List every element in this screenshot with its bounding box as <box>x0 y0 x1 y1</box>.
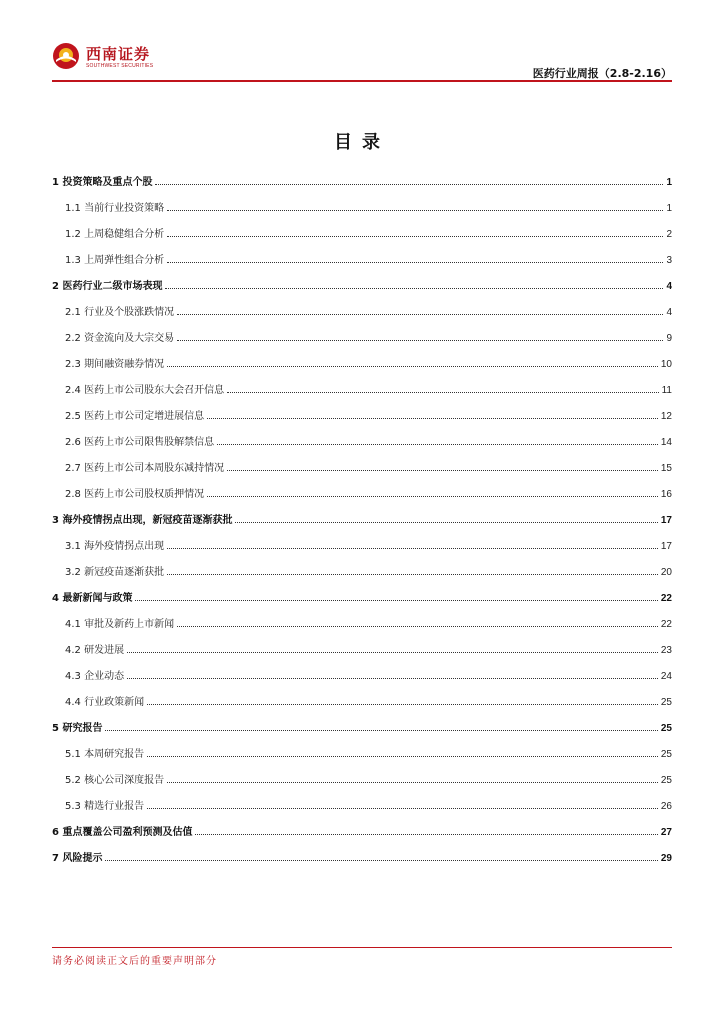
footer-divider <box>52 947 672 948</box>
toc-page-number: 11 <box>661 385 672 396</box>
toc-page-number: 14 <box>660 437 672 448</box>
toc-leader-dots <box>167 235 663 237</box>
southwest-securities-logo-icon <box>52 42 80 70</box>
report-title: 医药行业周报（2.8-2.16） <box>532 67 672 80</box>
toc-leader-dots <box>147 703 658 705</box>
toc-entry-level2[interactable] <box>52 664 672 682</box>
toc-entry-level1[interactable] <box>52 274 672 292</box>
toc-entry-level2[interactable] <box>52 482 672 500</box>
toc-entry-level1[interactable] <box>52 508 672 526</box>
toc-page-number: 17 <box>660 515 672 526</box>
toc-entry-level2[interactable] <box>52 430 672 448</box>
toc-entry-level2[interactable] <box>52 196 672 214</box>
toc-page-number: 17 <box>660 541 672 552</box>
toc-page-number: 24 <box>660 671 672 682</box>
toc-entry-text: 3 海外疫情拐点出现，新冠疫苗逐渐获批 <box>52 515 233 526</box>
toc-entry-level1[interactable] <box>52 586 672 604</box>
toc-entry-text: 5.1 本周研究报告 <box>65 749 145 760</box>
toc-entry-text: 2.7 医药上市公司本周股东减持情况 <box>65 463 225 474</box>
toc-entry-level2[interactable] <box>52 768 672 786</box>
header-divider <box>52 80 672 82</box>
toc-entry-level2[interactable] <box>52 378 672 396</box>
toc-entry-text: 4.2 研发进展 <box>65 645 125 656</box>
toc-leader-dots <box>177 313 663 315</box>
toc-leader-dots <box>167 573 658 575</box>
toc-leader-dots <box>195 833 657 835</box>
toc-page-number: 9 <box>666 333 672 344</box>
toc-entry-text: 2.2 资金流向及大宗交易 <box>65 333 175 344</box>
toc-leader-dots <box>105 729 657 731</box>
toc-leader-dots <box>167 781 658 783</box>
toc-entry-level2[interactable] <box>52 638 672 656</box>
toc-entry-text: 2.1 行业及个股涨跌情况 <box>65 307 175 318</box>
toc-page-number: 4 <box>666 307 672 318</box>
toc-entry-text: 4.4 行业政策新闻 <box>65 697 145 708</box>
toc-leader-dots <box>207 495 658 497</box>
toc-entry-text: 7 风险提示 <box>52 853 103 864</box>
toc-entry-text: 2.4 医药上市公司股东大会召开信息 <box>65 385 225 396</box>
toc-entry-level1[interactable] <box>52 820 672 838</box>
toc-entry-text: 5 研究报告 <box>52 723 103 734</box>
toc-page-number: 10 <box>660 359 672 370</box>
toc-page-number: 25 <box>660 775 672 786</box>
toc-entry-text: 4.3 企业动态 <box>65 671 125 682</box>
toc-page-number: 22 <box>660 593 672 604</box>
logo-text-en: SOUTHWEST SECURITIES <box>86 63 154 69</box>
toc-entry-text: 2.8 医药上市公司股权质押情况 <box>65 489 205 500</box>
toc-leader-dots <box>167 365 658 367</box>
toc-page-number: 22 <box>660 619 672 630</box>
toc-page-number: 20 <box>660 567 672 578</box>
toc-entry-text: 2.6 医药上市公司限售股解禁信息 <box>65 437 215 448</box>
toc-entry-level2[interactable] <box>52 560 672 578</box>
toc-entry-text: 1 投资策略及重点个股 <box>52 177 153 188</box>
toc-entry-text: 2.5 医药上市公司定增进展信息 <box>65 411 205 422</box>
toc-entry-text: 2 医药行业二级市场表现 <box>52 281 163 292</box>
page-header <box>52 42 672 82</box>
toc-page-number: 25 <box>660 697 672 708</box>
toc-entry-text: 5.3 精选行业报告 <box>65 801 145 812</box>
toc-entry-text: 3.2 新冠疫苗逐渐获批 <box>65 567 165 578</box>
toc-leader-dots <box>127 677 658 679</box>
toc-page-number: 1 <box>666 177 672 188</box>
toc-entry-level2[interactable] <box>52 248 672 266</box>
toc-leader-dots <box>227 469 658 471</box>
toc-entry-level2[interactable] <box>52 612 672 630</box>
toc-entry-text: 5.2 核心公司深度报告 <box>65 775 165 786</box>
toc-leader-dots <box>155 183 663 185</box>
toc-entry-text: 2.3 期间融资融券情况 <box>65 359 165 370</box>
toc-leader-dots <box>105 859 657 861</box>
toc-leader-dots <box>177 339 663 341</box>
toc-entry-text: 3.1 海外疫情拐点出现 <box>65 541 165 552</box>
toc-leader-dots <box>165 287 663 289</box>
toc-page-number: 27 <box>660 827 672 838</box>
toc-entry-level2[interactable] <box>52 352 672 370</box>
toc-leader-dots <box>127 651 658 653</box>
toc-leader-dots <box>167 261 663 263</box>
toc-entry-level2[interactable] <box>52 742 672 760</box>
toc-leader-dots <box>235 521 657 523</box>
toc-leader-dots <box>227 391 659 393</box>
toc-page-number: 2 <box>666 229 672 240</box>
toc-entry-level1[interactable] <box>52 716 672 734</box>
toc-entry-level2[interactable] <box>52 534 672 552</box>
toc-entry-level2[interactable] <box>52 404 672 422</box>
toc-leader-dots <box>147 807 658 809</box>
toc-entry-text: 4.1 审批及新药上市新闻 <box>65 619 175 630</box>
toc-leader-dots <box>207 417 658 419</box>
toc-entry-level2[interactable] <box>52 794 672 812</box>
toc-entry-level2[interactable] <box>52 222 672 240</box>
toc-page-number: 16 <box>660 489 672 500</box>
toc-leader-dots <box>135 599 657 601</box>
toc-entry-level2[interactable] <box>52 326 672 344</box>
toc-entry-text: 1.1 当前行业投资策略 <box>65 203 165 214</box>
toc-entry-text: 1.2 上周稳健组合分析 <box>65 229 165 240</box>
toc-entry-text: 4 最新新闻与政策 <box>52 593 133 604</box>
toc-page-number: 3 <box>666 255 672 266</box>
toc-page-number: 12 <box>660 411 672 422</box>
toc-entry-level1[interactable] <box>52 170 672 188</box>
toc-leader-dots <box>217 443 658 445</box>
toc-leader-dots <box>167 209 663 211</box>
toc-leader-dots <box>147 755 658 757</box>
toc-page-number: 15 <box>660 463 672 474</box>
toc-page-number: 23 <box>660 645 672 656</box>
toc-page-number: 26 <box>660 801 672 812</box>
toc-entry-level2[interactable] <box>52 456 672 474</box>
footer-disclaimer: 请务必阅读正文后的重要声明部分 <box>52 956 217 967</box>
toc-entry-text: 6 重点覆盖公司盈利预测及估值 <box>52 827 193 838</box>
toc-entry-level2[interactable] <box>52 300 672 318</box>
logo-text-cn: 西南证券 <box>86 45 151 63</box>
toc-entry-level2[interactable] <box>52 690 672 708</box>
toc-entry-level1[interactable] <box>52 846 672 864</box>
toc-title: 目录 <box>334 132 390 153</box>
toc-leader-dots <box>167 547 658 549</box>
toc-page-number: 29 <box>660 853 672 864</box>
toc-page-number: 1 <box>666 203 672 214</box>
toc-leader-dots <box>177 625 658 627</box>
toc-page-number: 4 <box>666 281 672 292</box>
toc-page-number: 25 <box>660 749 672 760</box>
toc-entry-text: 1.3 上周弹性组合分析 <box>65 255 165 266</box>
toc-page-number: 25 <box>660 723 672 734</box>
